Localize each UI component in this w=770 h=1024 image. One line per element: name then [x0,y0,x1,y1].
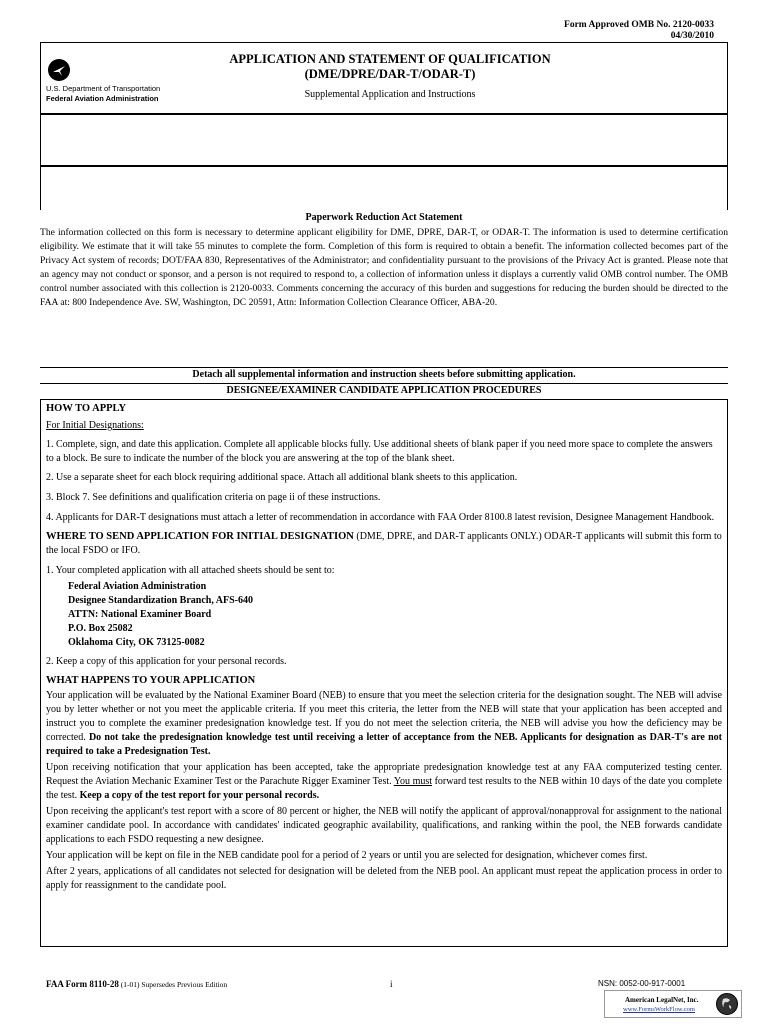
how-to-apply-heading: HOW TO APPLY [46,403,127,414]
publisher-url[interactable]: www.FormsWorkFlow.com [623,1006,695,1013]
address-line: ATTN: National Examiner Board [68,609,212,620]
agency-faa: Federal Aviation Administration [46,94,159,103]
globe-icon [716,993,738,1015]
divider [40,166,728,167]
form-title [180,52,600,82]
publisher-name: American LegalNet, Inc. [625,996,699,1004]
address-line: Designee Standardization Branch, AFS-640 [68,595,254,606]
where-to-send-section [46,530,722,558]
omb-number: Form Approved OMB No. 2120-0033 [564,20,714,30]
address-line: P.O. Box 25082 [68,623,133,634]
list-item: 3. Block 7. See definitions and qualification criteria on page ii of these instructions. [46,492,381,503]
procedures-heading: DESIGNEE/EXAMINER CANDIDATE APPLICATION PROCEDURES [226,385,542,396]
what-happens-paragraph: After 2 years, applications of all candidates not selected for designation will be deleted from the NEB pool. An applicant must repeat the application process in order to apply for reassignment to the candidate pool. [46,866,722,891]
blank-box [40,114,728,166]
paragraph-text: forward test results to the NEB within 10 days of the date you complete the test. [46,776,723,801]
list-item: 2. Use a separate sheet for each block requiring additional space. Attach all additional blank sheets to this application. [46,472,518,483]
address-line: Federal Aviation Administration [68,581,207,592]
address-line: Oklahoma City, OK 73125-0082 [68,637,205,648]
paragraph-bold-text: Do not take the predesignation knowledge test until receiving a letter of acceptance from the NEB. Applicants for designation as DAR-T's are not required to take a Predesignation Test. [46,732,722,757]
omb-block [564,20,714,42]
divider [40,383,728,384]
what-happens-paragraph: Your application will be kept on file in the NEB candidate pool for a period of 2 years or until you are selected for designation, whichever comes first. [46,850,648,861]
divider [40,367,728,368]
list-item: 1. Your completed application with all attached sheets should be sent to: [46,565,335,576]
agency-dept: U.S. Department of Transportation [46,84,161,93]
where-to-send-heading: WHERE TO SEND APPLICATION FOR INITIAL DESIGNATION [46,531,354,542]
title-line-1: APPLICATION AND STATEMENT OF QUALIFICATION [229,52,551,66]
title-line-2: (DME/DPRE/DAR-T/ODAR-T) [304,67,476,81]
faa-seal-icon [48,59,70,81]
what-happens-paragraph [46,689,722,759]
paragraph-underline-text: You must [393,776,433,787]
form-number [46,979,227,989]
divider [727,166,728,210]
publisher-badge [604,990,742,1018]
paragraph-text: Your application will be evaluated by the National Examiner Board (NEB) to ensure that you meet the selection criteria for the designation sought. The NEB will advise you by letter whether or not you meet the applicable criteria. If you meet this criteria, the letter from the NEB will state that your application has been accepted and instruct you to complete the examiner predesignation knowledge test. If you do not meet the selection criteria, the NEB will advise you how the deficiency may be corrected. [46,690,722,743]
list-item: 2. Keep a copy of this application for your personal records. [46,656,287,667]
list-item: 1. Complete, sign, and date this application. Complete all applicable blocks fully. Use additional sheets of blank paper if you need more space to complete the answers to a block. Be sure to indicate the number of the block you are answering at the top of the blank sheet. [46,439,713,464]
paperwork-text: The information collected on this form is necessary to determine applicant eligibility for DME, DPRE, DAR-T, or ODAR-T. The information is used to determine certification eligibility. We estimate that it will take 55 minutes to complete the form. Completion of this form is required to obtain a benefit. The information collected becomes part of the Privacy Act system of records; DOT/FAA 830, Representatives of the Administrator; and confidentiality pursuant to the provisions of the Privacy Act is granted. Please note that an agency may not conduct or sponsor, and a person is not required to respond to, a collection of information unless it displays a currently valid OMB control number. The OMB control number associated with this collection is 2120-0033. Comments concerning the accuracy of this burden and suggestions for reducing the burden should be directed to the FAA at: 800 Independence Ave. SW, Washington, DC 20591, Attn: Information Collection Clearance Officer, ABA-20. [40,227,728,308]
page-number: i [390,979,393,989]
form-subtitle: Supplemental Application and Instructions [304,89,476,100]
form-number-rest: (1-01) Supersedes Previous Edition [118,980,228,989]
what-happens-paragraph [46,761,722,803]
what-happens-paragraph: Upon receiving the applicant's test report with a score of 80 percent or higher, the NEB will notify the applicant of approval/nonapproval for assignment to the national examiner candidate pool. In accordance with candidates' indicated geographic availability, qualifications, and ranking within the pool, the NEB forwards candidate applications to each FSDO requesting a new designee. [46,806,722,845]
omb-date: 04/30/2010 [670,31,714,41]
paragraph-text: Upon receiving notification that your application has been accepted, take the appropriate predesignation knowledge test at any FAA computerized testing center. Request the Aviation Mechanic Examiner Test or the Parachute Rigger Examiner Test. [46,762,722,787]
paperwork-heading: Paperwork Reduction Act Statement [305,212,463,223]
detach-notice: Detach all supplemental information and instruction sheets before submitting application. [192,369,576,380]
form-number-bold: FAA Form 8110-28 [46,979,119,989]
what-happens-heading: WHAT HAPPENS TO YOUR APPLICATION [46,675,256,686]
mailing-address [68,580,722,650]
procedures-content [46,402,722,893]
initial-designations-subheading: For Initial Designations: [46,420,144,431]
nsn-number: NSN: 0052-00-917-0001 [598,979,686,988]
list-item: 4. Applicants for DAR-T designations must attach a letter of recommendation in accordance with FAA Order 8100.8 latest revision, Designee Management Handbook. [46,512,715,523]
paragraph-bold-text: Keep a copy of the test report for your personal records. [79,790,320,801]
agency-block [46,84,160,104]
divider [40,166,41,210]
where-to-send-text: (DME, DPRE, and DAR-T applicants ONLY.) ODAR-T applicants will submit this form to the local FSDO or IFO. [46,531,722,556]
